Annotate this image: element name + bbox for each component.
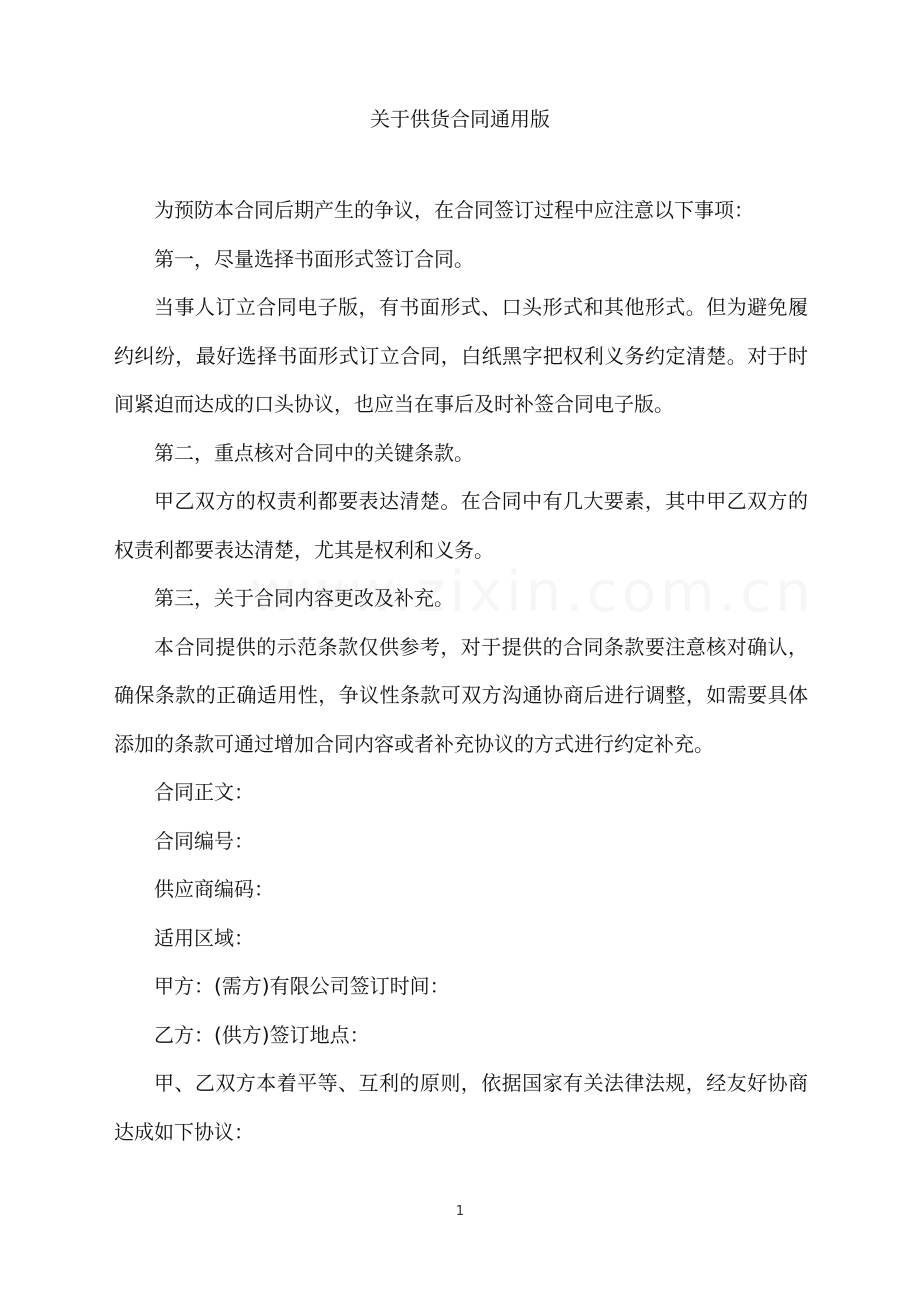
- paragraph: 甲方：(需方)有限公司签订时间：: [154, 974, 450, 998]
- page-number: 1: [455, 1204, 465, 1219]
- paragraph: 适用区域：: [154, 925, 254, 950]
- paragraph: 合同编号：: [154, 828, 254, 853]
- paragraph: 第三，关于合同内容更改及补充。: [154, 586, 454, 610]
- paragraph: 第一，尽量选择书面形式签订合同。: [154, 246, 474, 271]
- paragraph: 第二，重点核对合同中的关键条款。: [154, 440, 474, 465]
- paragraph: 合同正文：: [154, 780, 254, 804]
- document-body: [114, 186, 808, 1156]
- paragraph: 乙方：(供方)签订地点：: [154, 1022, 370, 1047]
- paragraph: 甲、乙双方本着平等、互利的原则，依据国家有关法律法规，经友好协商达成如下协议：: [114, 1071, 808, 1144]
- document-title: 关于供货合同通用版: [370, 107, 550, 131]
- paragraph: 当事人订立合同电子版，有书面形式、口头形式和其他形式。但为避免履约纠纷，最好选择书面形式订立合同，白纸黑字把权利义务约定清楚。对于时间紧迫而达成的口头协议，也应当在事后及时补签合同电子版。: [114, 295, 808, 416]
- paragraph: 供应商编码：: [154, 877, 274, 901]
- paragraph: 甲乙双方的权责利都要表达清楚。在合同中有几大要素，其中甲乙双方的权责利都要表达清楚，尤其是权利和义务。: [114, 489, 808, 562]
- paragraph: 为预防本合同后期产生的争议，在合同签订过程中应注意以下事项：: [154, 198, 754, 222]
- paragraph: 本合同提供的示范条款仅供参考，对于提供的合同条款要注意核对确认，确保条款的正确适用性，争议性条款可双方沟通协商后进行调整，如需要具体添加的条款可通过增加合同内容或者补充协议的方式进行约定补充。: [114, 634, 808, 756]
